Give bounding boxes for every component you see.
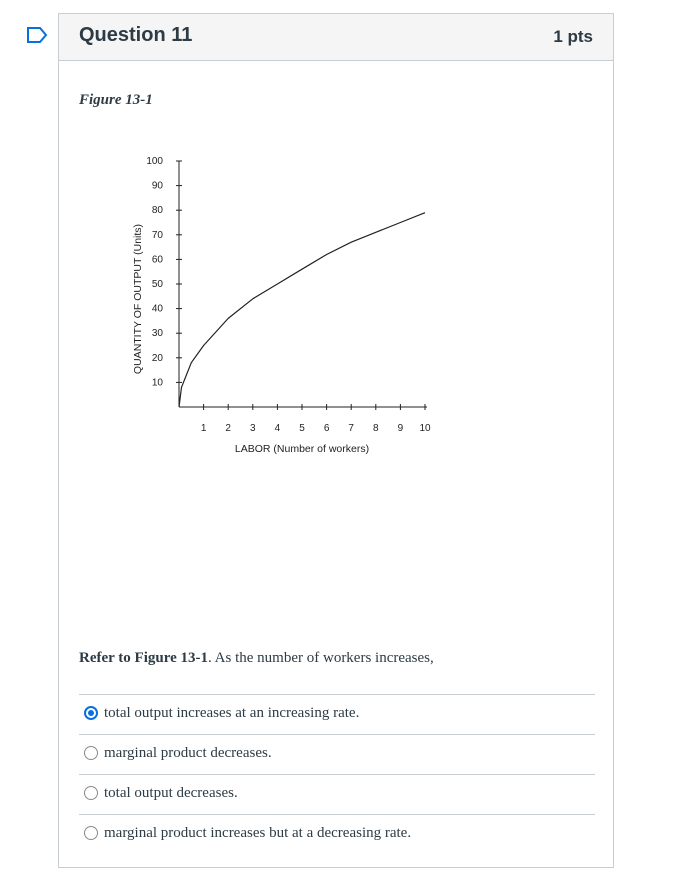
radio-button[interactable] <box>84 826 98 840</box>
answer-label[interactable]: marginal product decreases. <box>104 745 272 761</box>
x-tick-label: 4 <box>274 423 281 434</box>
answer-option[interactable] <box>79 734 595 774</box>
x-tick-label: 9 <box>397 423 404 434</box>
radio-button[interactable] <box>84 746 98 760</box>
x-tick-label: 6 <box>323 423 330 434</box>
question-card <box>58 13 614 868</box>
answer-label[interactable]: marginal product increases but at a decreasing rate. <box>104 825 412 841</box>
y-tick-label: 50 <box>151 279 163 290</box>
y-tick-label: 70 <box>151 229 163 241</box>
answer-label[interactable]: total output decreases. <box>104 785 238 801</box>
prompt-text: . As the number of workers increases, <box>208 650 434 666</box>
answer-list <box>79 694 595 854</box>
x-tick-label: 5 <box>299 423 305 434</box>
x-tick-label: 7 <box>348 423 354 434</box>
question-points: 1 pts <box>553 27 593 46</box>
radio-button[interactable] <box>84 786 98 800</box>
series-line <box>179 213 425 407</box>
y-tick-label: 90 <box>151 180 163 192</box>
y-tick-label: 100 <box>146 156 163 167</box>
y-tick-label: 40 <box>151 303 163 315</box>
bookmark-flag-icon[interactable] <box>26 26 48 44</box>
question-prompt <box>79 650 434 667</box>
production-function-chart <box>129 149 449 479</box>
x-tick-label: 2 <box>225 423 231 434</box>
y-tick-label: 60 <box>151 254 163 266</box>
x-tick-label: 1 <box>200 423 207 434</box>
question-title: Question 11 <box>79 24 193 46</box>
x-axis-label: LABOR (Number of workers) <box>234 443 370 455</box>
question-header <box>59 14 613 61</box>
x-tick-label: 3 <box>250 423 256 434</box>
y-tick-label: 10 <box>151 377 163 389</box>
answer-option[interactable] <box>79 774 595 814</box>
y-axis-label: QUANTITY OF OUTPUT (Units) <box>132 223 144 375</box>
radio-button[interactable] <box>84 706 98 720</box>
x-tick-label: 10 <box>419 423 431 434</box>
figure-caption: Figure 13-1 <box>79 92 153 108</box>
answer-label[interactable]: total output increases at an increasing rate. <box>104 705 360 721</box>
figure-reference: Refer to Figure 13-1 <box>79 650 208 666</box>
y-tick-label: 20 <box>151 352 163 364</box>
answer-option[interactable] <box>79 814 595 854</box>
x-tick-label: 8 <box>373 423 379 434</box>
answer-option[interactable] <box>79 694 595 734</box>
y-tick-label: 80 <box>151 205 163 217</box>
y-tick-label: 30 <box>151 328 163 340</box>
